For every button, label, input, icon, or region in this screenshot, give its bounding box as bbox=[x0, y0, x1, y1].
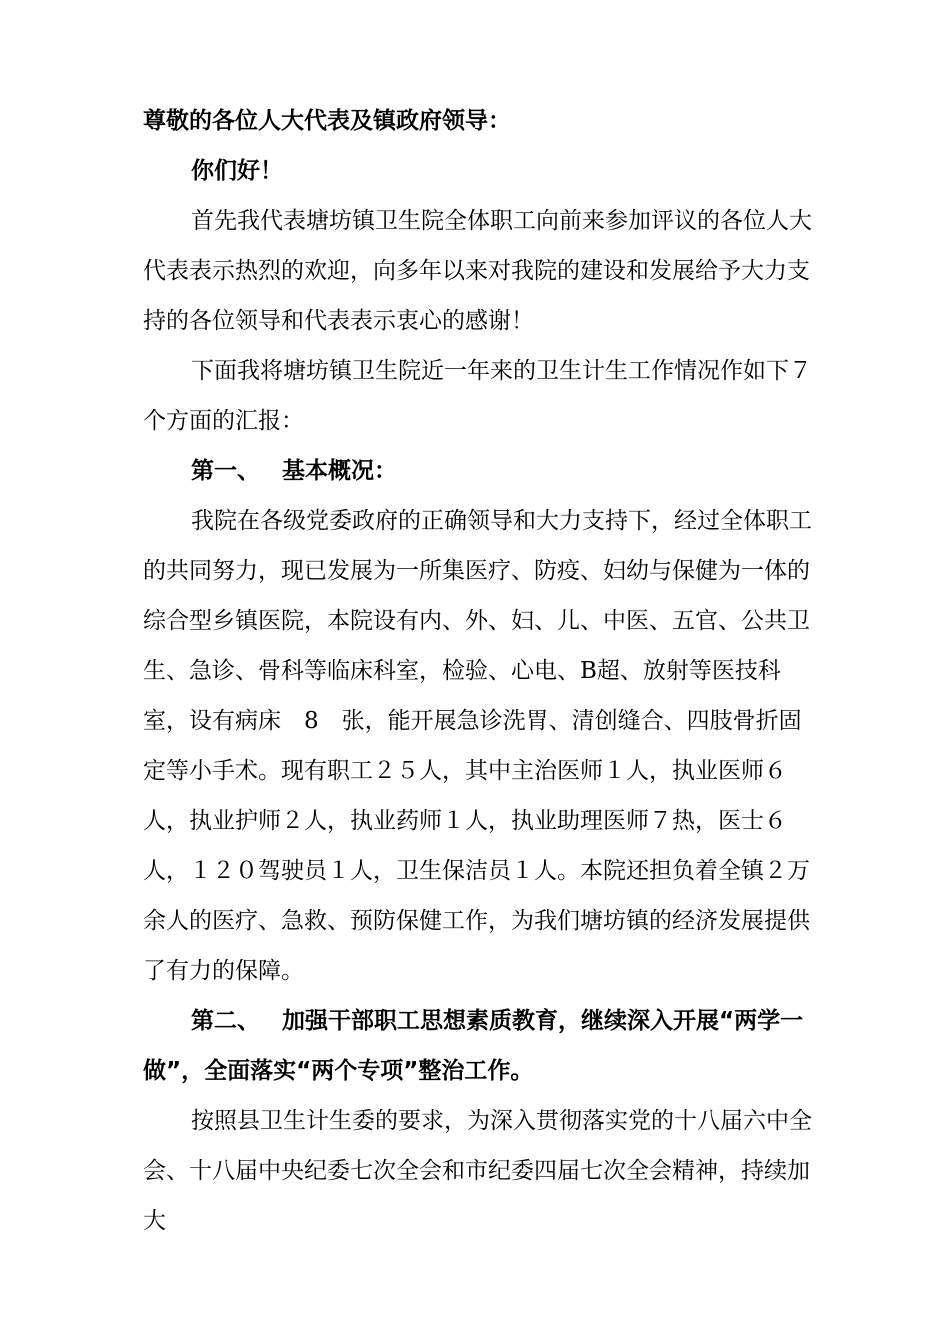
section-2-title: 加强干部职工思想素质教育，继续深入开展“两学一做”，全面落实“两个专项”整治工作。 bbox=[143, 1008, 804, 1084]
report-paragraph: 下面我将塘坊镇卫生院近一年来的卫生计生工作情况作如下７个方面的汇报： bbox=[143, 358, 812, 434]
salutation: 尊敬的各位人大代表及镇政府领导： bbox=[143, 108, 511, 134]
section-2-body: 按照县卫生计生委的要求，为深入贯彻落实党的十八届六中全会、十八届中央纪委七次全会和市纪委四届七次全会精神，持续加大 bbox=[143, 1108, 812, 1234]
section-1-title: 基本概况： bbox=[282, 458, 397, 484]
section-2-heading bbox=[143, 996, 815, 1096]
section-2-number: 第二、 bbox=[191, 1008, 260, 1034]
intro-paragraph: 首先我代表塘坊镇卫生院全体职工向前来参加评议的各位人大代表表示热烈的欢迎，向多年以来对我院的建设和发展给予大力支持的各位领导和代表表示衷心的感谢！ bbox=[143, 208, 812, 334]
section-1-body: 我院在各级党委政府的正确领导和大力支持下，经过全体职工的共同努力，现已发展为一所集医疗、防疫、妇幼与保健为一体的综合型乡镇医院，本院设有内、外、妇、儿、中医、五官、公共卫生、急诊、骨科等临床科室，检验、心电、B超、放射等医技科室，设有病床 8 张，能开展急诊洗胃、清创缝合、四肢骨折固定等小手术。现有职工２５人，其中主治医师１人，执业医师６人，执业护师２人，执业药师１人，执业助理医师７热，医士６人，１２０驾驶员１人，卫生保洁员１人。本院还担负着全镇２万余人的医疗、急救、预防保健工作，为我们塘坊镇的经济发展提供了有力的保障。 bbox=[143, 508, 812, 984]
document-body bbox=[143, 96, 815, 1246]
section-1-heading bbox=[143, 446, 815, 496]
section-1-number: 第一、 bbox=[191, 458, 260, 484]
greeting: 你们好！ bbox=[191, 158, 283, 184]
